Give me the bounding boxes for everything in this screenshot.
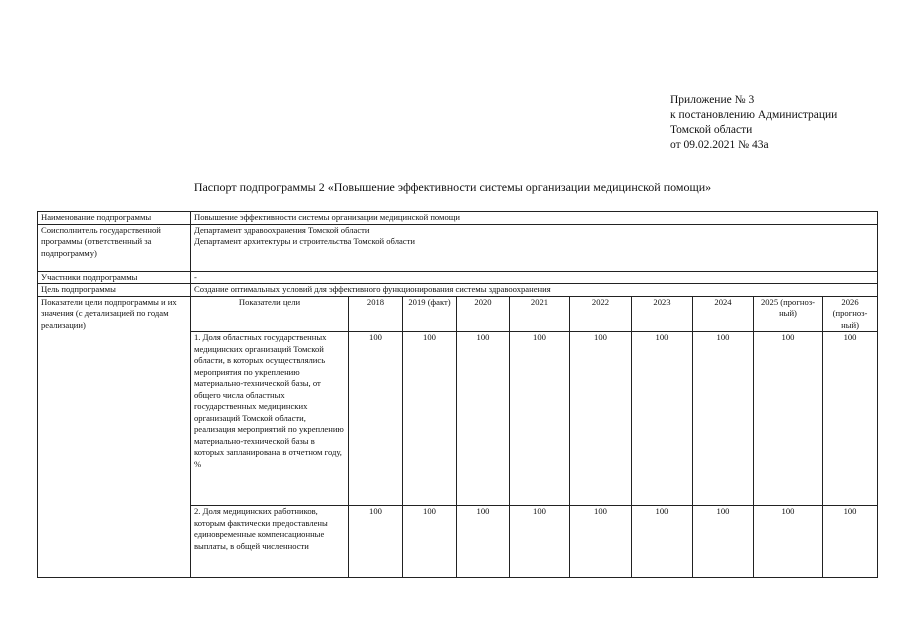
row-value: - <box>191 271 878 284</box>
indicator-value: 100 <box>570 332 632 506</box>
year-header: 2026 (прогноз-ный) <box>823 296 878 332</box>
indicator-value: 100 <box>754 506 823 578</box>
coexecutor-line: Департамент здравоохранения Томской области <box>194 224 370 235</box>
indicator-value: 100 <box>570 506 632 578</box>
indicator-value: 100 <box>457 332 510 506</box>
indicator-value: 100 <box>632 506 693 578</box>
year-header: 2022 <box>570 296 632 332</box>
indicator-value: 100 <box>349 332 403 506</box>
indicator-value: 100 <box>632 332 693 506</box>
row-name <box>38 212 878 225</box>
row-goal <box>38 284 878 297</box>
indicator-header: Показатели цели <box>191 296 349 332</box>
year-header: 2025 (прогноз-ный) <box>754 296 823 332</box>
year-header: 2019 (факт) <box>403 296 457 332</box>
row-label: Цель подпрограммы <box>38 284 191 297</box>
indicator-value: 100 <box>823 506 878 578</box>
row-label: Показатели цели подпрограммы и их значения (с детализацией по годам реализации) <box>38 296 191 578</box>
appendix-line: к постановлению Администрации <box>670 109 838 121</box>
appendix-line: Приложение № 3 <box>670 94 755 106</box>
appendix-block <box>670 93 837 153</box>
indicator-value: 100 <box>693 506 754 578</box>
row-participants <box>38 271 878 284</box>
year-header: 2018 <box>349 296 403 332</box>
indicator-value: 100 <box>510 506 570 578</box>
year-header: 2023 <box>632 296 693 332</box>
indicator-value: 100 <box>403 506 457 578</box>
indicator-value: 100 <box>754 332 823 506</box>
document-title: Паспорт подпрограммы 2 «Повышение эффективности системы организации медицинской помощи» <box>193 180 712 194</box>
row-value: Повышение эффективности системы организации медицинской помощи <box>191 212 878 225</box>
row-value: Создание оптимальных условий для эффективного функционирования системы здравоохранения <box>191 284 878 297</box>
row-coexecutor <box>38 224 878 271</box>
year-header: 2020 <box>457 296 510 332</box>
year-header: 2024 <box>693 296 754 332</box>
appendix-line: от 09.02.2021 № 43а <box>670 139 769 151</box>
coexecutor-line: Департамент архитектуры и строительства Томской области <box>194 236 415 246</box>
indicator-value: 100 <box>510 332 570 506</box>
indicator-value: 100 <box>457 506 510 578</box>
indicator-value: 100 <box>403 332 457 506</box>
row-label: Соисполнитель государственной программы (ответственный за подпрограмму) <box>38 224 191 271</box>
passport-table <box>37 211 878 578</box>
row-value <box>191 224 878 271</box>
indicator-value: 100 <box>349 506 403 578</box>
row-label: Наименование подпрограммы <box>38 212 191 225</box>
row-label: Участники подпрограммы <box>38 271 191 284</box>
indicators-header-row <box>38 296 878 332</box>
indicator-value: 100 <box>823 332 878 506</box>
appendix-line: Томской области <box>670 124 753 136</box>
indicator-text: 2. Доля медицинских работников, которым фактически предоставлены единовременные компенсационные выплаты, в общей численности <box>191 506 349 578</box>
indicator-text: 1. Доля областных государственных медицинских организаций Томской области, в которых осуществлялись мероприятия по укреплению материально-технической базы, от общего числа областных государственных медицинских организаций Томской области, реализация мероприятий по укреплению материально-технической базы в которых запланирована в отчетном году, % <box>191 332 349 506</box>
indicator-value: 100 <box>693 332 754 506</box>
year-header: 2021 <box>510 296 570 332</box>
